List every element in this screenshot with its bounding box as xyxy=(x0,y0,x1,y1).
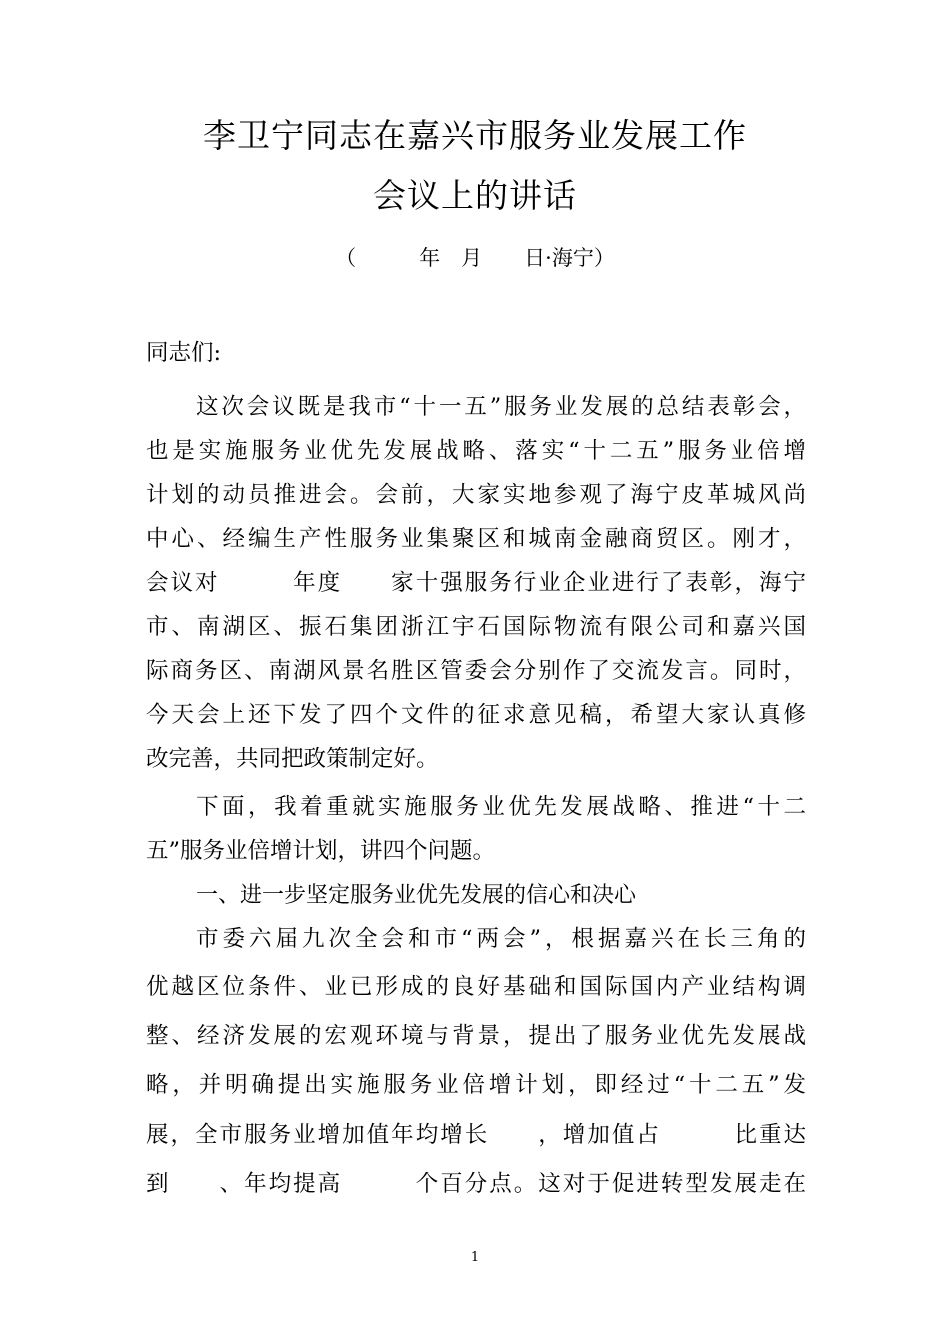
paragraph-line: 也是实施服务业优先发展战略、落实“十二五”服务业倍增 xyxy=(146,438,806,464)
paragraph-line: 际商务区、南湖风景名胜区管委会分别作了交流发言。同时， xyxy=(146,658,806,684)
paragraph-line: 改完善，共同把政策制定好。 xyxy=(146,746,439,772)
document-title-line-2: 会议上的讲话 xyxy=(373,176,577,215)
paragraph-line: 市、南湖区、振石集团浙江宇石国际物流有限公司和嘉兴国 xyxy=(146,614,806,640)
salutation: 同志们: xyxy=(146,340,222,366)
paragraph-line: 整、经济发展的宏观环境与背景，提出了服务业优先发展战 xyxy=(146,1023,806,1049)
paragraph-line: 五”服务业倍增计划，讲四个问题。 xyxy=(146,838,496,864)
paragraph-line: 计划的动员推进会。会前，大家实地参观了海宁皮革城风尚 xyxy=(146,482,806,508)
paragraph-line: 到 、年均提高 个百分点。这对于促进转型发展走在 xyxy=(146,1171,806,1197)
paragraph-line: 优越区位条件、业已形成的良好基础和国际国内产业结构调 xyxy=(146,974,806,1000)
paragraph-line: 会议对 年度 家十强服务行业企业进行了表彰，海宁 xyxy=(146,570,806,596)
paragraph-line: 略，并明确提出实施服务业倍增计划，即经过“十二五”发 xyxy=(146,1072,806,1098)
paragraph-line: 中心、经编生产性服务业集聚区和城南金融商贸区。刚才， xyxy=(146,526,806,552)
paragraph-line: 这次会议既是我市“十一五”服务业发展的总结表彰会， xyxy=(196,394,806,420)
section-heading: 一、进一步坚定服务业优先发展的信心和决心 xyxy=(196,883,637,908)
dateline: （ 年 月 日·海宁） xyxy=(335,246,615,270)
paragraph-line: 市委六届九次全会和市“两会”，根据嘉兴在长三角的 xyxy=(196,926,806,952)
paragraph-line: 展，全市服务业增加值年均增长 ，增加值占 比重达 xyxy=(146,1122,806,1148)
paragraph-line: 下面，我着重就实施服务业优先发展战略、推进“十二 xyxy=(196,794,806,820)
page-number: 1 xyxy=(470,1250,480,1265)
paragraph-line: 今天会上还下发了四个文件的征求意见稿，希望大家认真修 xyxy=(146,702,806,728)
document-title-line-1: 李卫宁同志在嘉兴市服务业发展工作 xyxy=(203,116,747,155)
